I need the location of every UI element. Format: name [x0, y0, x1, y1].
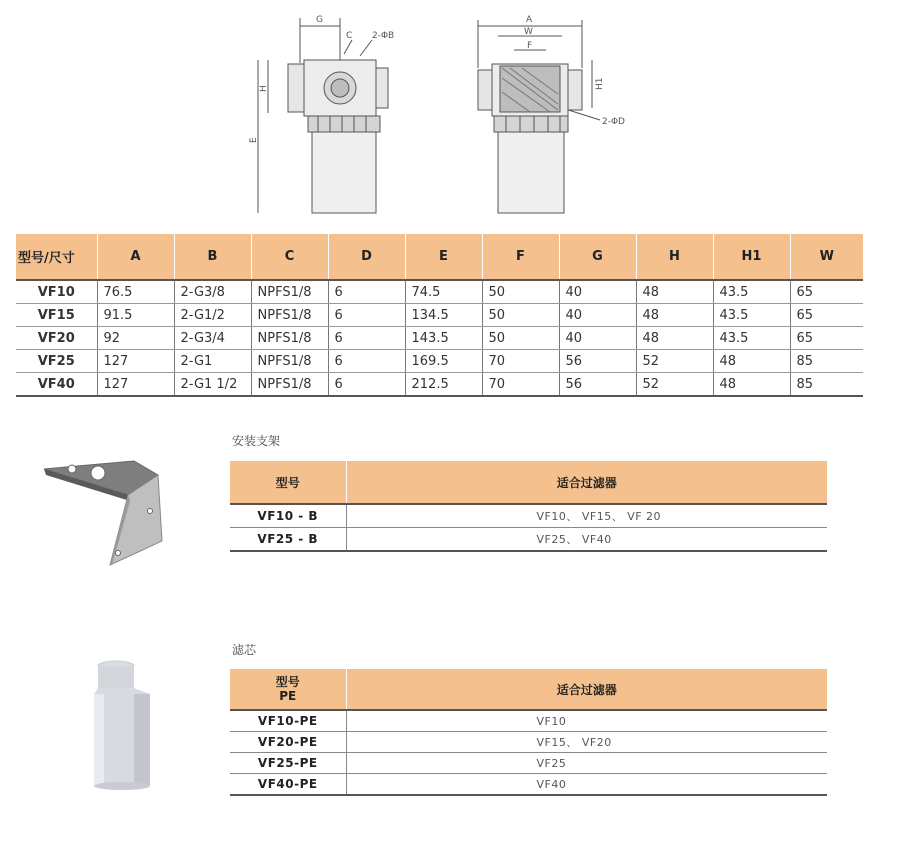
filter-element-image	[90, 658, 155, 793]
header-D: D	[328, 234, 405, 280]
bracket-fit: VF10、 VF15、 VF 20	[346, 504, 827, 528]
cell-C: NPFS1/8	[251, 350, 328, 373]
label-C: C	[346, 31, 353, 41]
cell-G: 40	[559, 304, 636, 327]
cell-B: 2-G3/8	[174, 280, 251, 304]
cell-D: 6	[328, 327, 405, 350]
mounting-bracket-image	[38, 455, 178, 570]
cell-A: 127	[97, 350, 174, 373]
dimension-table-header	[16, 234, 863, 280]
cell-H1: 48	[713, 350, 790, 373]
cell-model: VF25	[16, 350, 97, 373]
bracket-table	[230, 461, 827, 552]
bracket-header-model: 型号	[230, 461, 346, 504]
label-D: 2-ΦD	[602, 117, 625, 127]
element-fit: VF10	[346, 710, 827, 732]
bracket-model: VF25 - B	[230, 528, 346, 552]
label-E: E	[249, 137, 259, 143]
element-model: VF25-PE	[230, 753, 346, 774]
header-G: G	[559, 234, 636, 280]
table-row	[230, 710, 827, 732]
cell-H: 48	[636, 280, 713, 304]
label-W: W	[524, 27, 533, 37]
table-row	[230, 753, 827, 774]
cell-F: 70	[482, 373, 559, 397]
cell-model: VF10	[16, 280, 97, 304]
cell-B: 2-G1 1/2	[174, 373, 251, 397]
cell-H1: 48	[713, 373, 790, 397]
cell-D: 6	[328, 304, 405, 327]
bracket-fit: VF25、 VF40	[346, 528, 827, 552]
cell-H: 52	[636, 350, 713, 373]
element-model: VF10-PE	[230, 710, 346, 732]
element-header-model-line1: 型号	[275, 675, 300, 689]
element-header-fit: 适合过滤器	[346, 669, 827, 710]
cell-B: 2-G3/4	[174, 327, 251, 350]
cell-H: 52	[636, 373, 713, 397]
dimension-table	[16, 234, 863, 397]
cell-H: 48	[636, 327, 713, 350]
header-A: A	[97, 234, 174, 280]
cell-E: 143.5	[405, 327, 482, 350]
bracket-header-fit: 适合过滤器	[346, 461, 827, 504]
cell-model: VF20	[16, 327, 97, 350]
cell-G: 40	[559, 280, 636, 304]
label-H1: H1	[595, 77, 605, 90]
bracket-section-title: 安装支架	[232, 434, 281, 448]
header-H1: H1	[713, 234, 790, 280]
label-H: H	[259, 85, 269, 92]
cell-A: 76.5	[97, 280, 174, 304]
cell-E: 74.5	[405, 280, 482, 304]
header-W: W	[790, 234, 863, 280]
cell-W: 85	[790, 373, 863, 397]
table-row	[16, 280, 863, 304]
cell-G: 56	[559, 373, 636, 397]
cell-H: 48	[636, 304, 713, 327]
cell-C: NPFS1/8	[251, 373, 328, 397]
table-row	[16, 350, 863, 373]
label-A: A	[526, 15, 533, 25]
cell-E: 134.5	[405, 304, 482, 327]
table-row	[16, 327, 863, 350]
cell-A: 91.5	[97, 304, 174, 327]
cell-W: 65	[790, 280, 863, 304]
cell-H1: 43.5	[713, 327, 790, 350]
header-C: C	[251, 234, 328, 280]
header-H: H	[636, 234, 713, 280]
cell-E: 212.5	[405, 373, 482, 397]
cell-D: 6	[328, 280, 405, 304]
front-view	[478, 15, 625, 213]
label-F: F	[527, 41, 533, 51]
element-header-model	[230, 669, 346, 710]
cell-W: 65	[790, 327, 863, 350]
cell-C: NPFS1/8	[251, 280, 328, 304]
cell-G: 40	[559, 327, 636, 350]
cell-H1: 43.5	[713, 280, 790, 304]
cell-E: 169.5	[405, 350, 482, 373]
cell-A: 127	[97, 373, 174, 397]
table-row	[230, 528, 827, 552]
table-row	[230, 504, 827, 528]
element-model: VF20-PE	[230, 732, 346, 753]
cell-B: 2-G1/2	[174, 304, 251, 327]
bracket-model: VF10 - B	[230, 504, 346, 528]
header-E: E	[405, 234, 482, 280]
header-B: B	[174, 234, 251, 280]
element-fit: VF25	[346, 753, 827, 774]
header-F: F	[482, 234, 559, 280]
header-model-size: 型号/尺寸	[16, 234, 97, 280]
filter-technical-drawing	[240, 8, 660, 228]
cell-D: 6	[328, 350, 405, 373]
cell-C: NPFS1/8	[251, 304, 328, 327]
element-table	[230, 669, 827, 796]
cell-C: NPFS1/8	[251, 327, 328, 350]
cell-F: 50	[482, 304, 559, 327]
cell-F: 70	[482, 350, 559, 373]
cell-F: 50	[482, 280, 559, 304]
cell-G: 56	[559, 350, 636, 373]
side-view	[249, 15, 394, 213]
cell-A: 92	[97, 327, 174, 350]
cell-H1: 43.5	[713, 304, 790, 327]
cell-D: 6	[328, 373, 405, 397]
element-fit: VF15、 VF20	[346, 732, 827, 753]
table-row	[16, 373, 863, 397]
cell-W: 65	[790, 304, 863, 327]
table-row	[230, 732, 827, 753]
element-model: VF40-PE	[230, 774, 346, 796]
label-B: 2-ΦB	[372, 31, 395, 41]
cell-model: VF40	[16, 373, 97, 397]
element-section-title: 滤芯	[232, 643, 257, 657]
table-row	[230, 774, 827, 796]
cell-F: 50	[482, 327, 559, 350]
label-G: G	[316, 15, 323, 25]
element-fit: VF40	[346, 774, 827, 796]
cell-model: VF15	[16, 304, 97, 327]
cell-B: 2-G1	[174, 350, 251, 373]
cell-W: 85	[790, 350, 863, 373]
table-row	[16, 304, 863, 327]
element-header-model-line2: PE	[279, 689, 297, 703]
